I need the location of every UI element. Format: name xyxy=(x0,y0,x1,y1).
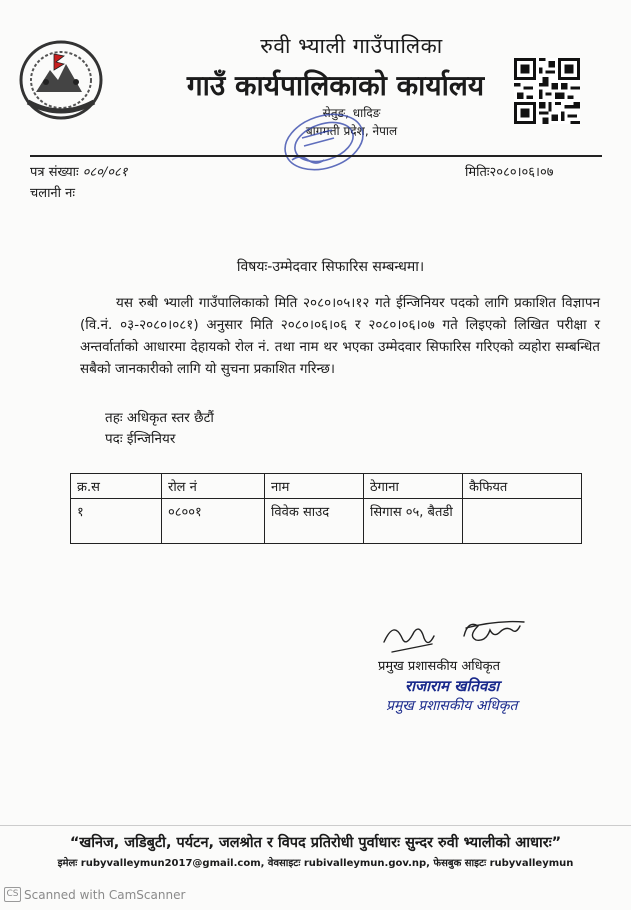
dispatch-number-label: चलानी नः xyxy=(30,186,75,201)
footer-tagline: “खनिज, जडिबुटी, पर्यटन, जलश्रोत र विपद प्रतिरोधी पुर्वाधारः सुन्दर रुवी भ्यालीको आधारः” xyxy=(69,835,562,851)
office-stamp-seal xyxy=(262,108,382,188)
position-level: तहः अधिकृत स्तर छैटौं xyxy=(105,410,214,426)
col-header-serial: क्र.स xyxy=(71,474,162,499)
scanner-watermark-text: Scanned with CamScanner xyxy=(24,887,186,902)
office-name: गाउँ कार्यपालिकाको कार्यालय xyxy=(186,69,485,102)
reference-number xyxy=(30,162,128,180)
signatory-name-stamp: राजाराम खतिवडा xyxy=(405,677,500,695)
camscanner-icon: CS xyxy=(4,887,21,902)
cell-remarks xyxy=(463,499,582,544)
signatory-title: प्रमुख प्रशासकीय अधिकृत xyxy=(378,659,501,674)
reference-label: पत्र संख्याः xyxy=(30,165,79,180)
reference-value: ०८०/०८१ xyxy=(82,165,128,180)
letter-subject: विषयः-उम्मेदवार सिफारिस सम्बन्धमा। xyxy=(236,259,425,275)
municipality-name: रुवी भ्याली गाउँपालिका xyxy=(260,34,443,58)
col-header-name: नाम xyxy=(265,474,364,499)
date-value: २०८०।०६।०७ xyxy=(489,165,554,180)
handwritten-signature xyxy=(378,612,528,660)
candidate-table xyxy=(70,473,582,544)
header-divider xyxy=(30,155,602,157)
address-line-1: सेतुङ, धादिङ xyxy=(322,106,381,120)
address-line-2: बागमती प्रदेश, नेपाल xyxy=(305,124,398,138)
footer-divider xyxy=(0,825,631,826)
cell-name: विवेक साउद xyxy=(265,499,364,544)
letter-date xyxy=(465,162,553,180)
table-header-row xyxy=(71,474,582,499)
col-header-remarks: कैफियत xyxy=(463,474,582,499)
signatory-title-stamp: प्रमुख प्रशासकीय अधिकृत xyxy=(386,698,518,714)
cell-serial: १ xyxy=(71,499,162,544)
col-header-address: ठेगाना xyxy=(364,474,463,499)
table-row xyxy=(71,499,582,544)
footer-tagline-text: खनिज, जडिबुटी, पर्यटन, जलश्रोत र विपद प्रतिरोधी पुर्वाधारः सुन्दर रुवी भ्यालीको आधारः xyxy=(79,835,552,851)
date-label: मितिः xyxy=(465,165,490,180)
position-details xyxy=(105,408,214,450)
col-header-roll: रोल नं xyxy=(162,474,265,499)
position-post: पदः ईन्जिनियर xyxy=(105,431,176,447)
footer-contact: इमेलः rubyvalleymun2017@gmail.com, वेवसाइटः rubivalleymun.gov.np, फेसबुक साइटः rubyvalleymun xyxy=(57,858,574,869)
letter-body: यस रुबी भ्याली गाउँपालिकाको मिति २०८०।०५।१२ गते ईन्जिनियर पदको लागि प्रकाशित विज्ञापन (वि.नं. ०३-२०८०।०८१) अनुसार मिति २०८०।०६।०६ र २०८०।०६।०७ गते लिइएको लिखित परीक्षा र अन्तर्वार्ताको आधारमा देहायको रोल नं. तथा नाम थर भएका उम्मेदवार सिफारिस गरिएको व्यहोरा सम्बन्धित सबैको जानकारीको लागि यो सुचना प्रकाशित गरिन्छ। xyxy=(80,295,600,377)
scanner-watermark xyxy=(4,887,185,902)
cell-address: सिगास ०५, बैतडी xyxy=(364,499,463,544)
cell-roll: ०८००१ xyxy=(162,499,265,544)
